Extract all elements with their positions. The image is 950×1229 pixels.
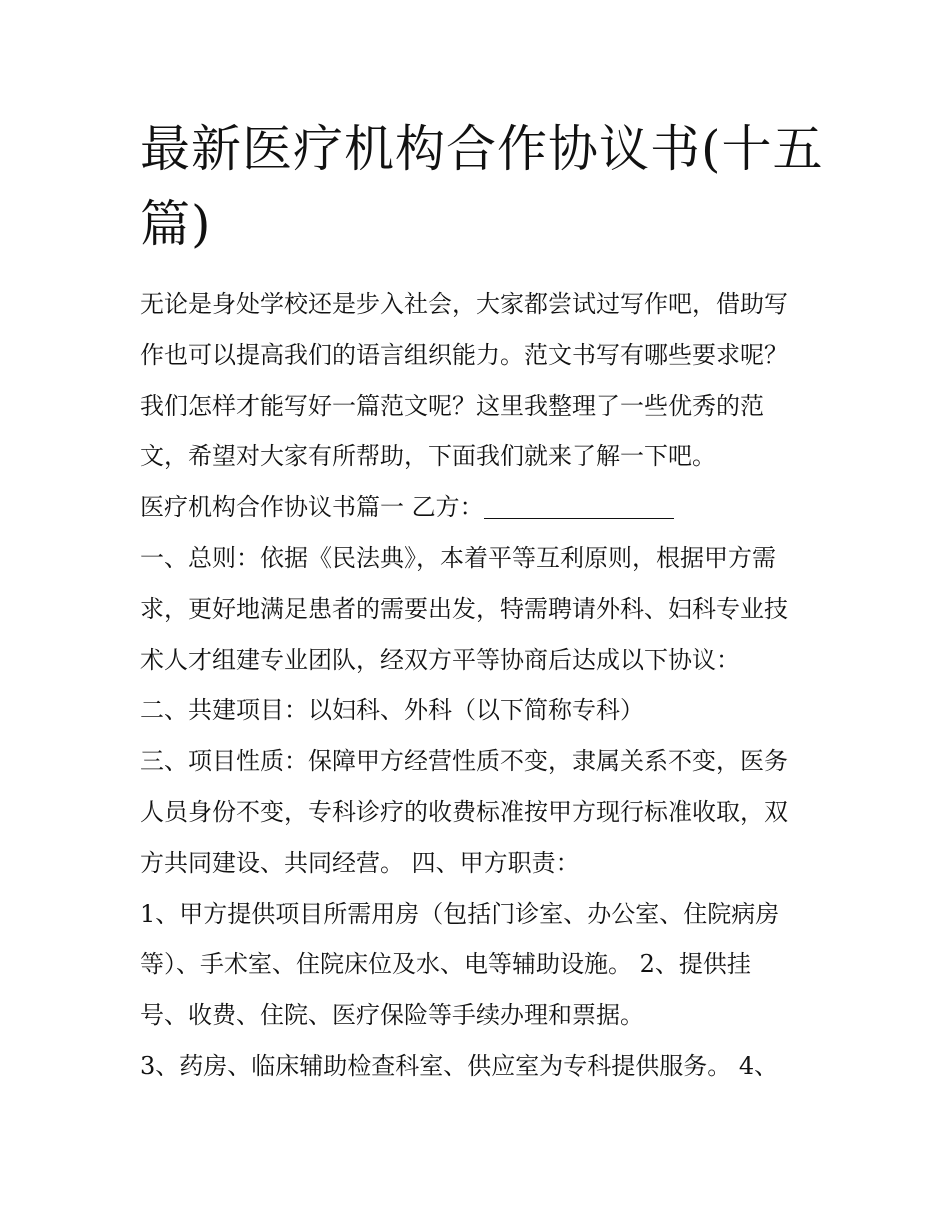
body-line: 作也可以提高我们的语言组织能力。范文书写有哪些要求呢？ bbox=[140, 340, 788, 369]
body-line: 求，更好地满足患者的需要出发，特需聘请外科、妇科专业技 bbox=[140, 594, 788, 623]
body-line: 人员身份不变，专科诊疗的收费标准按甲方现行标准收取，双 bbox=[140, 797, 788, 826]
body-line: 文，希望对大家有所帮助，下面我们就来了解一下吧。 bbox=[140, 442, 716, 471]
party-b-label: 医疗机构合作协议书篇一 乙方： bbox=[140, 493, 484, 522]
body-line: 无论是身处学校还是步入社会，大家都尝试过写作吧，借助写 bbox=[140, 290, 788, 318]
body-line: 1、甲方提供项目所需用房（包括门诊室、办公室、住院病房 bbox=[140, 899, 780, 928]
body-line: 3、药房、临床辅助检查科室、供应室为专科提供服务。 4、 bbox=[140, 1051, 779, 1080]
title-line-1: 最新医疗机构合作协议书(十五 bbox=[140, 120, 824, 178]
document-body bbox=[140, 279, 840, 1092]
title-line-2: 篇) bbox=[140, 195, 212, 253]
body-line: 我们怎样才能写好一篇范文呢？这里我整理了一些优秀的范 bbox=[140, 391, 764, 420]
document-title bbox=[140, 112, 840, 262]
party-b-line bbox=[140, 482, 840, 533]
body-line: 号、收费、住院、医疗保险等手续办理和票据。 bbox=[140, 1001, 644, 1030]
body-line: 一、总则：依据《民法典》，本着平等互利原则，根据甲方需 bbox=[140, 543, 776, 572]
body-line: 方共同建设、共同经营。 四、甲方职责： bbox=[140, 848, 580, 877]
body-line: 等）、手术室、住院床位及水、电等辅助设施。 2、提供挂 bbox=[140, 950, 751, 979]
party-b-blank bbox=[484, 494, 674, 519]
body-line: 术人才组建专业团队，经双方平等协商后达成以下协议： bbox=[140, 645, 740, 674]
body-line: 三、项目性质：保障甲方经营性质不变，隶属关系不变，医务 bbox=[140, 747, 788, 776]
body-line: 二、共建项目：以妇科、外科（以下简称专科） bbox=[140, 696, 644, 725]
